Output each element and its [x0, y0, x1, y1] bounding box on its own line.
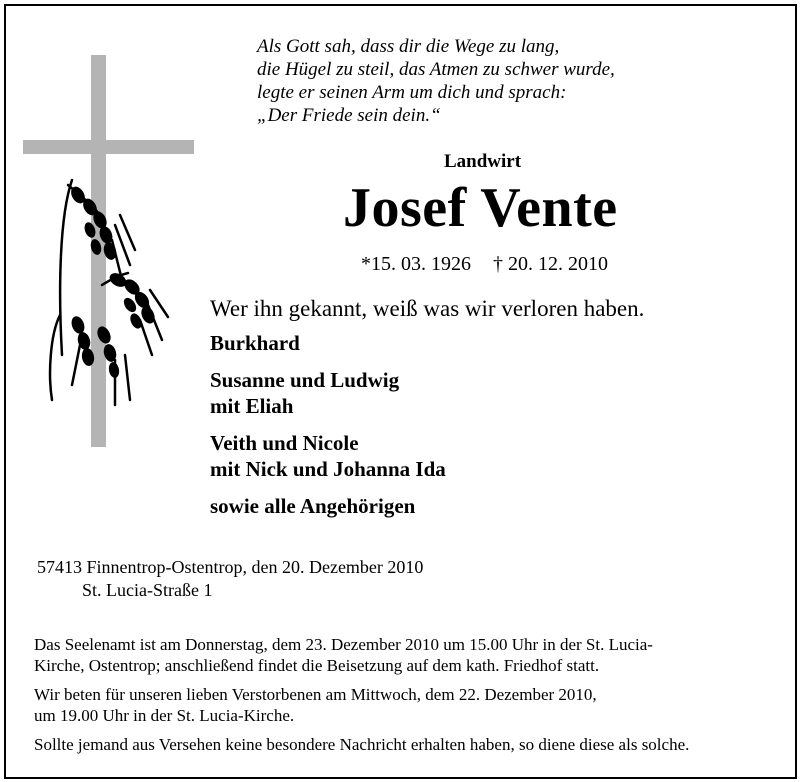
closing-notice-line: Sollte jemand aus Versehen keine besondere Nachricht erhalten haben, so diene diese als solche.: [34, 735, 690, 754]
life-dates: [361, 253, 608, 276]
mourner-name: Susanne und Ludwig: [210, 368, 400, 392]
prayer-notice-line: um 19.00 Uhr in der St. Lucia-Kirche.: [34, 706, 295, 725]
mourner-name: Burkhard: [210, 331, 300, 355]
deceased-name: Josef Vente: [343, 177, 618, 239]
intro-line: Wer ihn gekannt, weiß was wir verloren haben.: [210, 296, 645, 321]
funeral-notice-line: Das Seelenamt ist am Donnerstag, dem 23. Dezember 2010 um 15.00 Uhr in der St. Lucia-: [34, 635, 653, 654]
poem-line: die Hügel zu steil, das Atmen zu schwer wurde,: [257, 59, 615, 80]
poem-line: „Der Friede sein dein.“: [257, 105, 441, 126]
funeral-notice-line: Kirche, Ostentrop; anschließend findet die Beisetzung auf dem kath. Friedhof statt.: [34, 656, 600, 675]
poem-line: Als Gott sah, dass dir die Wege zu lang,: [257, 36, 560, 57]
poem: [257, 35, 615, 127]
death-date: † 20. 12. 2010: [493, 253, 608, 275]
profession: Landwirt: [444, 151, 522, 172]
cross-with-wheat-icon: [20, 55, 200, 450]
poem-line: legte er seinen Arm um dich und sprach:: [257, 82, 567, 103]
mourner-name: sowie alle Angehörigen: [210, 494, 416, 518]
mourner-name: mit Nick und Johanna Ida: [210, 457, 446, 481]
place-date: 57413 Finnentrop-Ostentrop, den 20. Dezember 2010: [37, 557, 424, 577]
street-address: St. Lucia-Straße 1: [82, 580, 213, 600]
mourner-name: mit Eliah: [210, 394, 294, 418]
birth-date: *15. 03. 1926: [361, 253, 471, 275]
prayer-notice-line: Wir beten für unseren lieben Verstorbenen am Mittwoch, dem 22. Dezember 2010,: [34, 685, 597, 704]
mourner-name: Veith und Nicole: [210, 431, 359, 455]
